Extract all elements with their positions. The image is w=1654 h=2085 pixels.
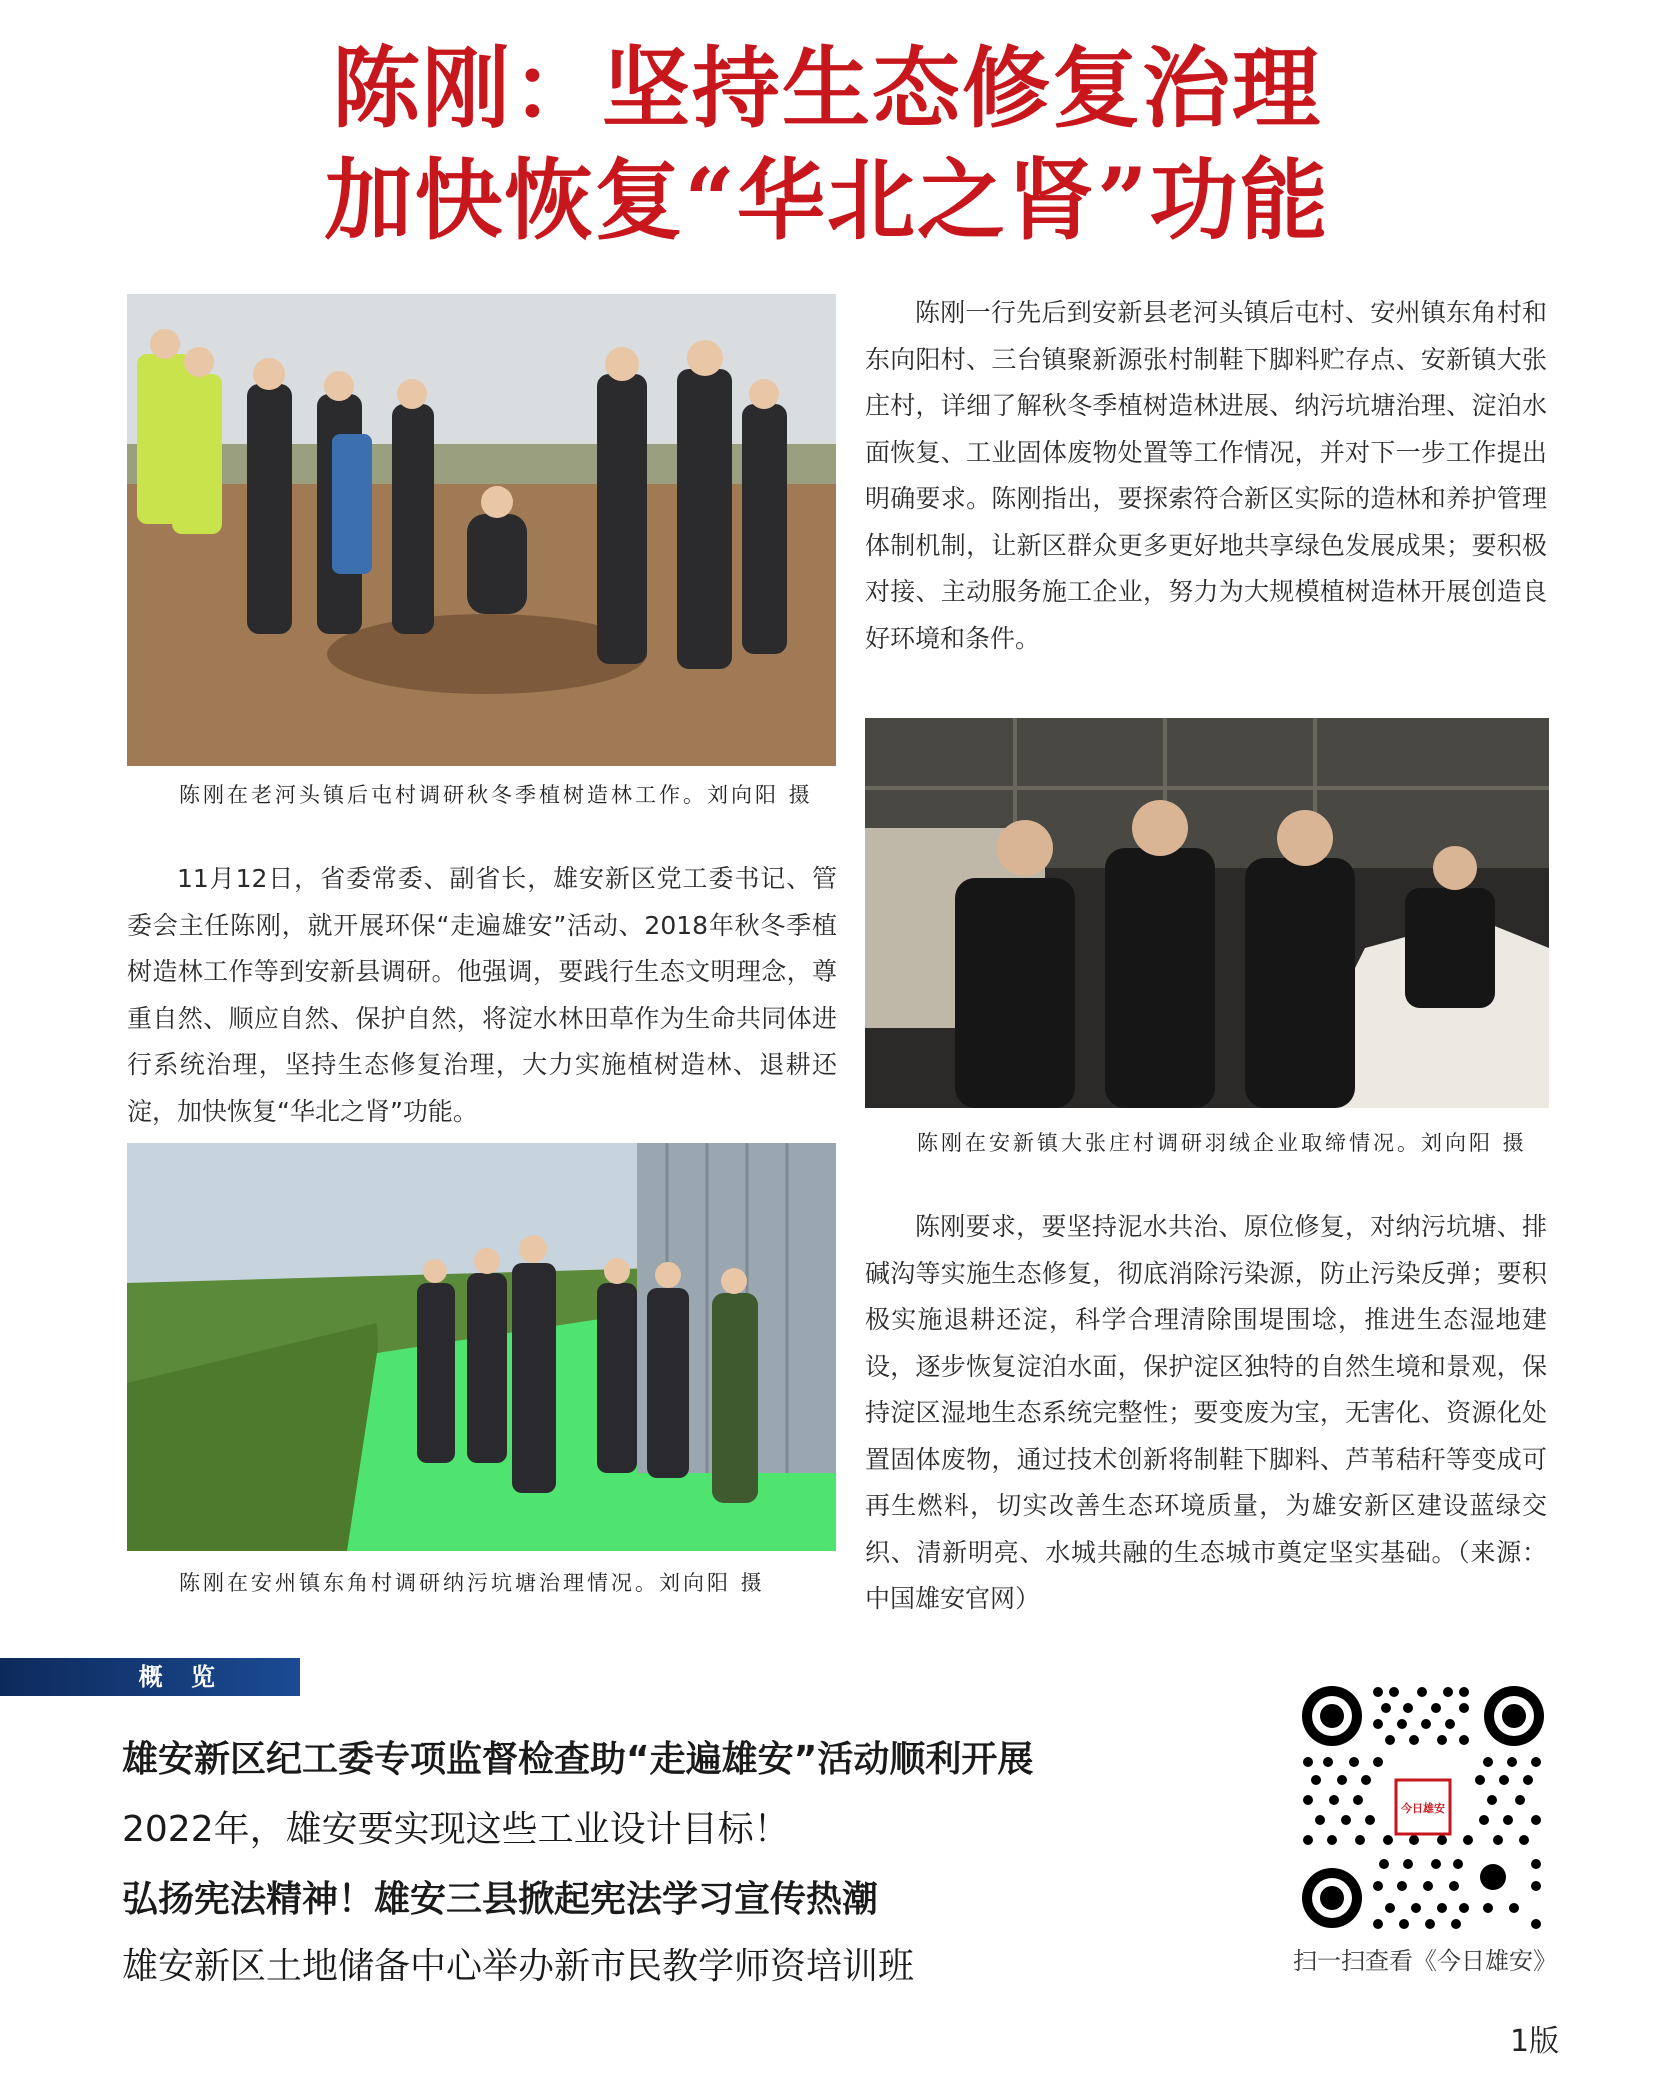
- news-link[interactable]: 弘扬宪法精神！雄安三县掀起宪法学习宣传热潮: [122, 1879, 879, 1920]
- overview-label: 概 览: [138, 1663, 225, 1691]
- news-link[interactable]: 雄安新区纪工委专项监督检查助“走遍雄安”活动顺利开展: [122, 1739, 1034, 1780]
- article-paragraph: 11月12日，省委常委、副省长，雄安新区党工委书记、管委会主任陈刚，就开展环保“走遍雄安”活动、2018年秋冬季植树造林工作等到安新县调研。他强调，要践行生态文明理念，尊重自然、顺应自然、保护自然，将淀水林田草作为生命共同体进行系统治理，坚持生态修复治理，大力实施植树造林、退耕还淀，加快恢复“华北之肾”功能。: [127, 864, 837, 1126]
- page-number: 1版: [1510, 2024, 1560, 2059]
- news-link[interactable]: 2022年，雄安要实现这些工业设计目标！: [122, 1809, 790, 1850]
- photo-pond-inspection: [127, 1143, 836, 1551]
- field-inspection-illustration: [127, 294, 836, 766]
- factory-inspection-illustration: [865, 718, 1549, 1108]
- news-link[interactable]: 雄安新区土地储备中心举办新市民教学师资培训班: [122, 1946, 915, 1987]
- article-paragraph: 陈刚一行先后到安新县老河头镇后屯村、安州镇东角村和东向阳村、三台镇聚新源张村制鞋下脚料贮存点、安新镇大张庄村，详细了解秋冬季植树造林进展、纳污坑塘治理、淀泊水面恢复、工业固体废物处置等工作情况，并对下一步工作提出明确要求。陈刚指出，要探索符合新区实际的造林和养护管理体制机制，让新区群众更多更好地共享绿色发展成果；要积极对接、主动服务施工企业，努力为大规模植树造林开展创造良好环境和条件。: [865, 298, 1547, 653]
- photo-field-inspection: [127, 294, 836, 766]
- headline-line1: 陈刚：坚持生态修复治理: [331, 36, 1322, 140]
- qr-caption: 扫一扫查看《今日雄安》: [1293, 1947, 1557, 1975]
- photo-factory-inspection: [865, 718, 1549, 1108]
- qr-logo-text: 今日雄安: [1401, 1802, 1445, 1815]
- qr-code-graphic: [1298, 1682, 1548, 1932]
- photo-caption: 陈刚在老河头镇后屯村调研秋冬季植树造林工作。刘向阳 摄: [179, 783, 813, 807]
- photo-caption: 陈刚在安新镇大张庄村调研羽绒企业取缔情况。刘向阳 摄: [917, 1131, 1527, 1155]
- overview-section-bar: [0, 1658, 300, 1696]
- photo-caption: 陈刚在安州镇东角村调研纳污坑塘治理情况。刘向阳 摄: [179, 1571, 765, 1595]
- headline-line2: 加快恢复“华北之肾”功能: [324, 148, 1330, 252]
- qr-code[interactable]: [1298, 1682, 1548, 1932]
- article-paragraph: 陈刚要求，要坚持泥水共治、原位修复，对纳污坑塘、排碱沟等实施生态修复，彻底消除污染源，防止污染反弹；要积极实施退耕还淀，科学合理清除围堤围埝，推进生态湿地建设，逐步恢复淀泊水面，保护淀区独特的自然生境和景观，保持淀区湿地生态系统完整性；要变废为宝，无害化、资源化处置固体废物，通过技术创新将制鞋下脚料、芦苇秸秆等变成可再生燃料，切实改善生态环境质量，为雄安新区建设蓝绿交织、清新明亮、水城共融的生态城市奠定坚实基础。（来源：中国雄安官网）: [865, 1212, 1547, 1613]
- pond-inspection-illustration: [127, 1143, 836, 1551]
